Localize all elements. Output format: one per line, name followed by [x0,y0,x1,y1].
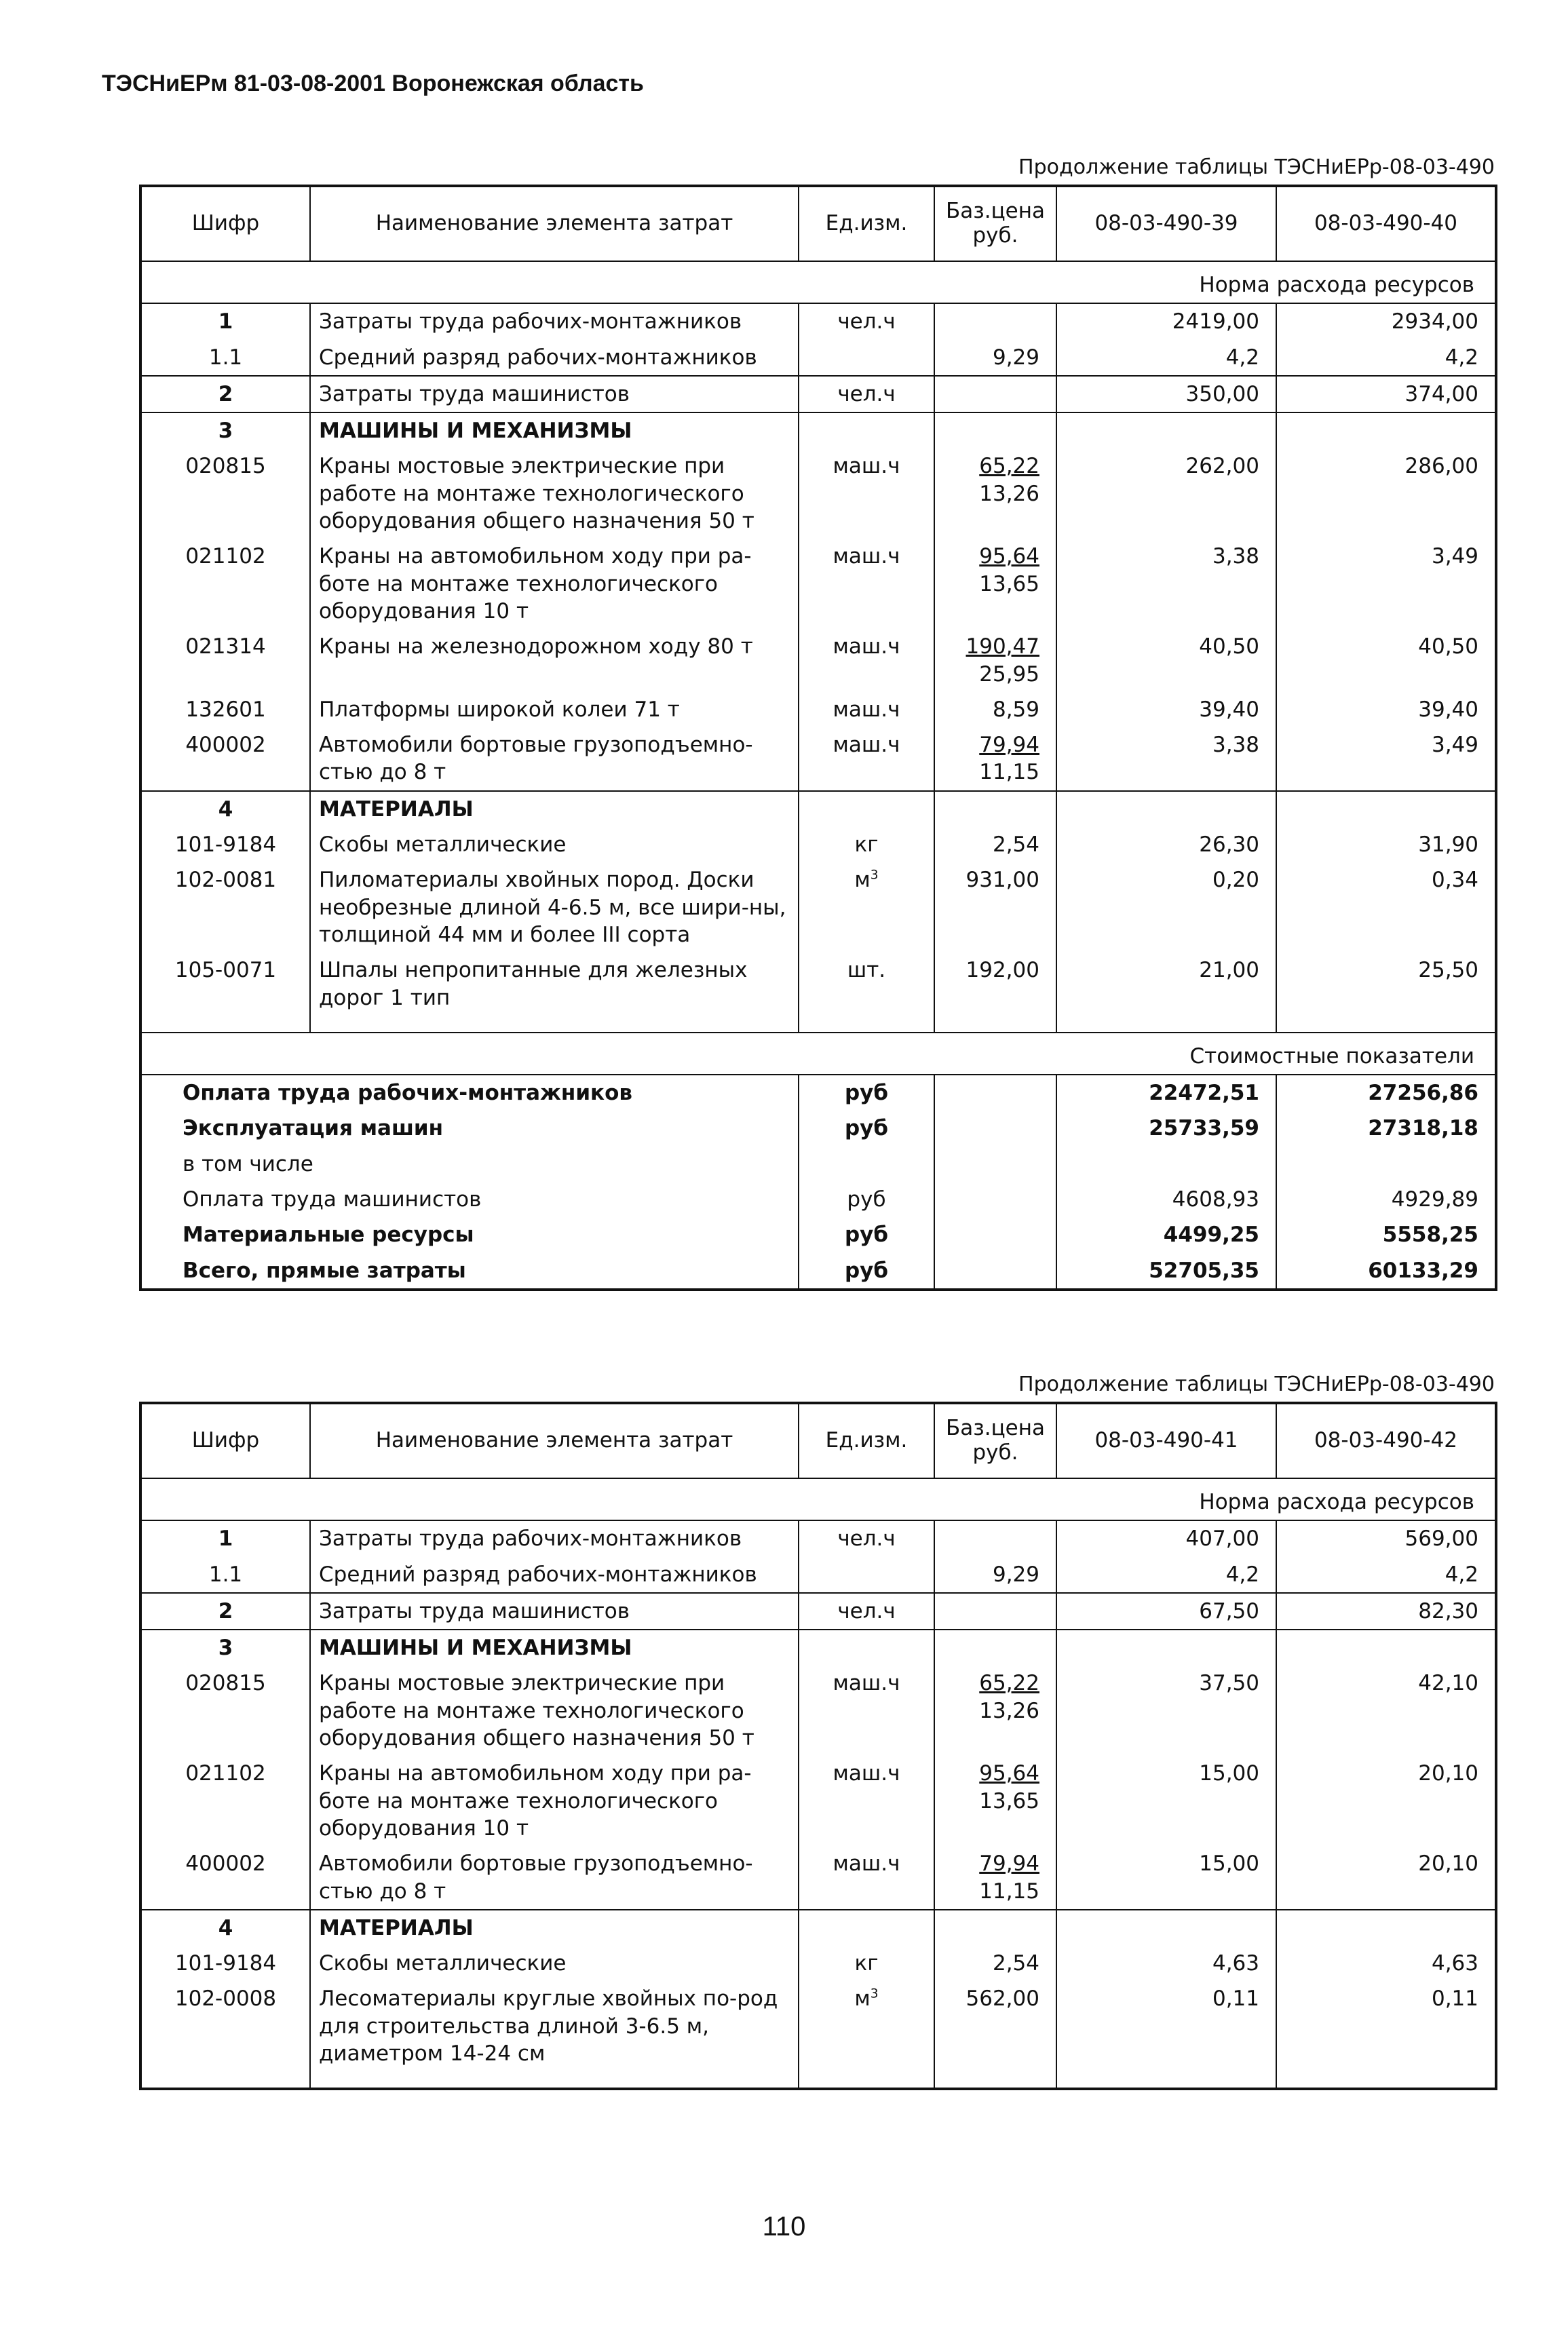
table2-block [139,1368,1495,2090]
totals-unit: руб [799,1111,934,1146]
cell-unit: маш.ч [799,1846,934,1910]
cell-name: Средний разряд рабочих-монтажников [310,1557,799,1593]
cell-unit [799,1910,934,1946]
cell-value-1: 3,38 [1056,727,1276,791]
totals-label: Всего, прямые затраты [140,1253,799,1290]
cell-value-1: 4,2 [1056,1557,1276,1593]
cell-value-1: 350,00 [1056,376,1276,412]
cell-value-1: 15,00 [1056,1756,1276,1846]
table-row [140,862,1496,953]
totals-unit: руб [799,1182,934,1217]
price-total: 190,47 [965,634,1039,659]
price-stack [979,1850,1039,1905]
cell-value-1: 39,40 [1056,692,1276,727]
table-row [140,376,1496,412]
col-price-header: Баз.цена руб. [934,186,1056,261]
cell-value-2: 3,49 [1276,539,1496,629]
cell-name: Краны на железнодорожном ходу 80 т [310,629,799,692]
cell-value-1: 262,00 [1056,448,1276,539]
col-name-header: Наименование элемента затрат [310,1403,799,1478]
cell-value-1 [1056,791,1276,827]
cell-name: Автомобили бортовые грузоподъемно-стью до 8 т [310,727,799,791]
totals-value-1: 52705,35 [1056,1253,1276,1290]
cell-name: Краны мостовые электрические при работе на монтаже технологического оборудования общего назначения 50 т [310,448,799,539]
cell-unit: маш.ч [799,1756,934,1846]
cell-value-2: 39,40 [1276,692,1496,727]
cell-name: Краны на автомобильном ходу при ра-боте на монтаже технологического оборудования 10 т [310,539,799,629]
cell-value-2: 4,63 [1276,1946,1496,1981]
totals-value-1: 4608,93 [1056,1182,1276,1217]
col-code-header: Шифр [140,186,310,261]
price-stack [979,543,1039,598]
table-row [140,692,1496,727]
cell-price: 2,54 [934,827,1056,862]
totals-label: Материальные ресурсы [140,1217,799,1252]
cell-value-2: 0,34 [1276,862,1496,953]
cell-value-1: 4,2 [1056,340,1276,376]
totals-value-1: 4499,25 [1056,1217,1276,1252]
table-row [140,1630,1496,1666]
totals-value-1: 22472,51 [1056,1075,1276,1111]
table2-continuation: Продолжение таблицы ТЭСНиЕРр-08-03-490 [1018,1372,1495,1396]
cell-unit [799,791,934,827]
totals-label: в том числе [140,1147,799,1182]
totals-label: Оплата труда рабочих-монтажников [140,1075,799,1111]
cell-name: МАШИНЫ И МЕХАНИЗМЫ [310,412,799,448]
totals-unit: руб [799,1253,934,1290]
price-stack [966,633,1039,688]
cell-value-1: 15,00 [1056,1846,1276,1910]
cell-unit: кг [799,1946,934,1981]
table-row [140,1981,1496,2071]
price-stack [979,731,1039,786]
cell-value-2: 286,00 [1276,448,1496,539]
cell-unit-m3: $м^3$ [799,1981,934,2071]
cell-value-1 [1056,1910,1276,1946]
cell-value-1: 37,50 [1056,1666,1276,1756]
cell-value-2: 4,2 [1276,340,1496,376]
cell-code: 102-0008 [140,1981,310,2071]
cell-code: 2 [140,376,310,412]
totals-label: Эксплуатация машин [140,1111,799,1146]
table-row [140,827,1496,862]
col-variant-1-header: 08-03-490-39 [1056,186,1276,261]
cell-unit: чел.ч [799,1593,934,1630]
cell-name: Затраты труда машинистов [310,376,799,412]
cell-unit: маш.ч [799,539,934,629]
cell-unit: чел.ч [799,1520,934,1556]
cell-code: 132601 [140,692,310,727]
cell-value-2 [1276,1630,1496,1666]
table2 [139,1402,1497,2090]
price-total: 95,64 [979,544,1039,569]
table2-header-row [140,1403,1496,1478]
cell-unit [799,1630,934,1666]
price-total: 79,94 [979,1851,1039,1877]
col-unit-header: Ед.изм. [799,186,934,261]
table-row [140,1910,1496,1946]
cell-price [934,1593,1056,1630]
cell-code: 105-0071 [140,953,310,1016]
table-row [140,1593,1496,1630]
table-row [140,1846,1496,1910]
totals-unit: руб [799,1217,934,1252]
cell-value-1: 4,63 [1056,1946,1276,1981]
cell-unit: кг [799,827,934,862]
table-row [140,629,1496,692]
cell-value-1: 0,11 [1056,1981,1276,2071]
totals-empty [934,1147,1056,1182]
cell-value-1: 67,50 [1056,1593,1276,1630]
cell-value-1: 407,00 [1056,1520,1276,1556]
cell-unit: чел.ч [799,303,934,339]
cell-unit-m3: $м^3$ [799,862,934,953]
cell-value-2: 0,11 [1276,1981,1496,2071]
table-row [140,1520,1496,1556]
table-row [140,1946,1496,1981]
cell-price [934,1666,1056,1756]
cell-name: Затраты труда рабочих-монтажников [310,1520,799,1556]
price-wage: 13,26 [979,1698,1039,1723]
page-number: 110 [762,2212,806,2242]
table-row [140,539,1496,629]
cell-code: 400002 [140,1846,310,1910]
price-wage: 25,95 [979,661,1039,687]
cell-unit: шт. [799,953,934,1016]
cell-value-2: 569,00 [1276,1520,1496,1556]
page-header: ТЭСНиЕРм 81-03-08-2001 Воронежская область [102,71,644,96]
cell-name: Скобы металлические [310,827,799,862]
cell-code: 1.1 [140,1557,310,1593]
price-wage: 13,26 [979,481,1039,506]
cell-unit [799,412,934,448]
cell-price: 931,00 [934,862,1056,953]
cell-unit: чел.ч [799,376,934,412]
col-code-header: Шифр [140,1403,310,1478]
cell-value-1: 21,00 [1056,953,1276,1016]
cell-unit: маш.ч [799,629,934,692]
price-stack [979,453,1039,507]
cell-code: 021102 [140,539,310,629]
cell-value-2: 40,50 [1276,629,1496,692]
col-variant-2-header: 08-03-490-40 [1276,186,1496,261]
cell-price [934,1756,1056,1846]
cell-value-2: 25,50 [1276,953,1496,1016]
totals-value-2: 60133,29 [1276,1253,1496,1290]
price-total: 95,64 [979,1761,1039,1786]
cell-value-2: 42,10 [1276,1666,1496,1756]
cell-value-2: 20,10 [1276,1846,1496,1910]
cell-value-1: 40,50 [1056,629,1276,692]
totals-value-1: 25733,59 [1056,1111,1276,1146]
totals-value-2: 4929,89 [1276,1182,1496,1217]
cell-value-2 [1276,412,1496,448]
cell-value-2: 4,2 [1276,1557,1496,1593]
cell-name: Автомобили бортовые грузоподъемно-стью до 8 т [310,1846,799,1910]
cell-code: 101-9184 [140,827,310,862]
totals-row [140,1147,1496,1182]
cell-price [934,539,1056,629]
price-stack [979,1670,1039,1725]
table-row [140,1557,1496,1593]
table-row [140,1666,1496,1756]
cell-code: 400002 [140,727,310,791]
cell-name: Краны мостовые электрические при работе на монтаже технологического оборудования общего назначения 50 т [310,1666,799,1756]
totals-row [140,1253,1496,1290]
cell-code: 102-0081 [140,862,310,953]
price-stack [979,1760,1039,1815]
cell-name: МАТЕРИАЛЫ [310,1910,799,1946]
cell-name: Лесоматериалы круглые хвойных по-род для строительства длиной 3-6.5 м, диаметром 14-24 см [310,1981,799,2071]
cell-price: 2,54 [934,1946,1056,1981]
cell-value-2: 3,49 [1276,727,1496,791]
cell-value-1 [1056,412,1276,448]
cell-value-1 [1056,1630,1276,1666]
cell-value-1: 2419,00 [1056,303,1276,339]
totals-empty [934,1075,1056,1111]
norm-label: Норма расхода ресурсов [140,261,1496,303]
totals-row [140,1075,1496,1111]
cell-code: 020815 [140,1666,310,1756]
cell-name: Шпалы непропитанные для железных дорог 1 тип [310,953,799,1016]
spacer-row [140,1016,1496,1033]
totals-value-2: 27256,86 [1276,1075,1496,1111]
norm-row [140,261,1496,303]
cell-price [934,1520,1056,1556]
cell-price [934,412,1056,448]
table1-header-row [140,186,1496,261]
totals-empty [934,1111,1056,1146]
price-total: 79,94 [979,733,1039,758]
table-row [140,1756,1496,1846]
table1 [139,185,1497,1291]
price-wage: 11,15 [979,760,1039,785]
totals-value-2: 27318,18 [1276,1111,1496,1146]
table-row [140,303,1496,339]
totals-row [140,1217,1496,1252]
cell-name: Краны на автомобильном ходу при ра-боте на монтаже технологического оборудования 10 т [310,1756,799,1846]
table-row [140,953,1496,1016]
table-row [140,791,1496,827]
cell-code: 1.1 [140,340,310,376]
cell-value-2: 82,30 [1276,1593,1496,1630]
cell-unit [799,340,934,376]
cell-code: 2 [140,1593,310,1630]
cell-value-2 [1276,1910,1496,1946]
totals-unit: руб [799,1075,934,1111]
totals-row [140,1111,1496,1146]
cell-value-1: 26,30 [1056,827,1276,862]
cell-unit: маш.ч [799,1666,934,1756]
table1-block [139,151,1495,1291]
cell-price [934,376,1056,412]
cell-price: 9,29 [934,1557,1056,1593]
price-wage: 11,15 [979,1879,1039,1904]
cell-code: 1 [140,1520,310,1556]
totals-row [140,1182,1496,1217]
table-row [140,412,1496,448]
cell-code: 3 [140,1630,310,1666]
price-wage: 13,65 [979,1788,1039,1813]
cell-code: 101-9184 [140,1946,310,1981]
cell-value-2: 31,90 [1276,827,1496,862]
cell-code: 020815 [140,448,310,539]
price-wage: 13,65 [979,571,1039,596]
norm-row [140,1478,1496,1520]
cell-unit: маш.ч [799,448,934,539]
totals-value-1 [1056,1147,1276,1182]
cell-price [934,791,1056,827]
cell-price [934,303,1056,339]
price-total: 65,22 [979,1671,1039,1696]
spacer-row [140,2071,1496,2089]
col-variant-3-header: 08-03-490-41 [1056,1403,1276,1478]
cell-code: 3 [140,412,310,448]
cell-price: 562,00 [934,1981,1056,2071]
cell-price [934,448,1056,539]
cell-value-1: 3,38 [1056,539,1276,629]
cell-value-1: 0,20 [1056,862,1276,953]
cost-label: Стоимостные показатели [140,1033,1496,1075]
norm-label: Норма расхода ресурсов [140,1478,1496,1520]
cell-name: Пиломатериалы хвойных пород. Доски необрезные длиной 4-6.5 м, все шири-ны, толщиной 44 мм и более III сорта [310,862,799,953]
totals-unit [799,1147,934,1182]
col-variant-4-header: 08-03-490-42 [1276,1403,1496,1478]
cell-name: Средний разряд рабочих-монтажников [310,340,799,376]
col-price-header: Баз.цена руб. [934,1403,1056,1478]
totals-empty [934,1253,1056,1290]
cell-code: 1 [140,303,310,339]
table-row [140,727,1496,791]
cell-value-2: 2934,00 [1276,303,1496,339]
cell-code: 021102 [140,1756,310,1846]
cell-price [934,1630,1056,1666]
col-name-header: Наименование элемента затрат [310,186,799,261]
totals-value-2: 5558,25 [1276,1217,1496,1252]
table1-continuation: Продолжение таблицы ТЭСНиЕРр-08-03-490 [1018,155,1495,179]
cell-price: 8,59 [934,692,1056,727]
cell-price: 192,00 [934,953,1056,1016]
totals-label: Оплата труда машинистов [140,1182,799,1217]
cell-unit: маш.ч [799,692,934,727]
cell-price [934,629,1056,692]
totals-empty [934,1182,1056,1217]
cell-price [934,1846,1056,1910]
totals-empty [934,1217,1056,1252]
cell-name: МАШИНЫ И МЕХАНИЗМЫ [310,1630,799,1666]
cell-value-2 [1276,791,1496,827]
table-row [140,340,1496,376]
cell-unit: маш.ч [799,727,934,791]
cell-code: 021314 [140,629,310,692]
cell-code: 4 [140,791,310,827]
table-row [140,448,1496,539]
cell-price [934,727,1056,791]
cell-unit [799,1557,934,1593]
cell-name: Скобы металлические [310,1946,799,1981]
cell-price: 9,29 [934,340,1056,376]
cell-name: Затраты труда машинистов [310,1593,799,1630]
cell-code: 4 [140,1910,310,1946]
totals-value-2 [1276,1147,1496,1182]
cell-value-2: 20,10 [1276,1756,1496,1846]
cost-label-row [140,1033,1496,1075]
cell-price [934,1910,1056,1946]
price-total: 65,22 [979,454,1039,479]
cell-name: МАТЕРИАЛЫ [310,791,799,827]
col-unit-header: Ед.изм. [799,1403,934,1478]
cell-value-2: 374,00 [1276,376,1496,412]
cell-name: Платформы широкой колеи 71 т [310,692,799,727]
cell-name: Затраты труда рабочих-монтажников [310,303,799,339]
